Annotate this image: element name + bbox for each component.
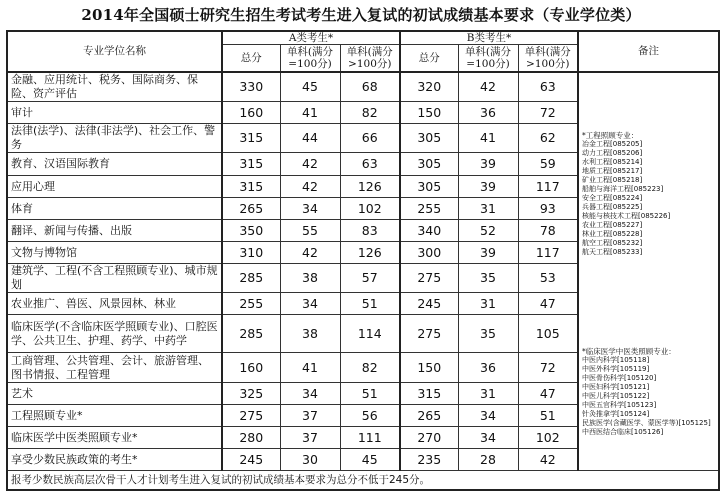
score-table <box>6 30 720 491</box>
b-total-cell: 275 <box>400 264 458 293</box>
footer-note: 报考少数民族高层次骨干人才计划考生进入复试的初试成绩基本要求为总分不低于245分。 <box>7 471 719 491</box>
b-single100-cell: 35 <box>458 264 518 293</box>
b-total-cell: 305 <box>400 176 458 198</box>
a-single-over100-cell: 68 <box>340 72 400 102</box>
a-single-over100-cell: 51 <box>340 383 400 405</box>
note-item: 地质工程[085217] <box>582 166 643 175</box>
a-total-cell: 245 <box>222 449 280 471</box>
b-single100-cell: 31 <box>458 198 518 220</box>
note-item: 冶金工程[085205] <box>582 139 643 148</box>
b-single-over100-cell: 62 <box>518 124 578 153</box>
major-name-cell: 应用心理 <box>7 176 222 198</box>
b-total-cell: 235 <box>400 449 458 471</box>
major-name-cell: 翻译、新闻与传播、出版 <box>7 220 222 242</box>
group-a-header: A类考生* <box>222 31 400 45</box>
footer-row <box>7 471 719 491</box>
a-single-over100-cell: 82 <box>340 102 400 124</box>
medicine-notes <box>578 315 719 471</box>
a-single100-cell: 42 <box>280 176 340 198</box>
b-total-cell: 305 <box>400 124 458 153</box>
a-single-over100-cell: 114 <box>340 315 400 353</box>
a-single-over100-cell: 126 <box>340 242 400 264</box>
a-single-over100-cell: 83 <box>340 220 400 242</box>
b-single100-cell: 31 <box>458 293 518 315</box>
group-b-header: B类考生* <box>400 31 578 45</box>
major-name-cell: 体育 <box>7 198 222 220</box>
b-single100-cell: 39 <box>458 242 518 264</box>
a-single100-header: 单科(满分=100分) <box>280 45 340 72</box>
a-single100-cell: 37 <box>280 405 340 427</box>
table-row <box>7 315 719 353</box>
a-total-cell: 285 <box>222 315 280 353</box>
a-single100-cell: 38 <box>280 315 340 353</box>
note-item: 中医五官科学[105123] <box>582 401 657 410</box>
note-item: 船舶与海洋工程[085223] <box>582 184 664 193</box>
note-item: 林业工程[085228] <box>582 229 643 238</box>
note-item: 矿业工程[085218] <box>582 175 643 184</box>
a-single-over100-cell: 111 <box>340 427 400 449</box>
a-single100-cell: 37 <box>280 427 340 449</box>
major-name-cell: 艺术 <box>7 383 222 405</box>
major-name-cell: 审计 <box>7 102 222 124</box>
major-header: 专业学位名称 <box>7 31 222 72</box>
a-single100-cell: 55 <box>280 220 340 242</box>
major-name-cell: 临床医学中医类照顾专业* <box>7 427 222 449</box>
a-total-header: 总分 <box>222 45 280 72</box>
note-item: 中西医结合临床[105126] <box>582 428 664 437</box>
a-total-cell: 285 <box>222 264 280 293</box>
a-total-cell: 315 <box>222 176 280 198</box>
a-single100-cell: 30 <box>280 449 340 471</box>
note-item: 民族医学(含藏医学、蒙医学等)[105125] <box>582 419 711 428</box>
a-total-cell: 160 <box>222 102 280 124</box>
b-single100-cell: 39 <box>458 176 518 198</box>
a-single100-cell: 34 <box>280 198 340 220</box>
major-name-cell: 工程照顾专业* <box>7 405 222 427</box>
a-single-over100-cell: 102 <box>340 198 400 220</box>
note-item: 中医妇科学[105121] <box>582 383 650 392</box>
note-item: 航空工程[085232] <box>582 238 643 247</box>
b-single100-cell: 42 <box>458 72 518 102</box>
a-single-over100-cell: 57 <box>340 264 400 293</box>
major-name-cell: 教育、汉语国际教育 <box>7 153 222 176</box>
b-single-over100-cell: 102 <box>518 427 578 449</box>
b-single-over100-cell: 59 <box>518 153 578 176</box>
b-single100-cell: 34 <box>458 405 518 427</box>
a-single100-cell: 41 <box>280 353 340 383</box>
a-total-cell: 255 <box>222 293 280 315</box>
a-single100-cell: 44 <box>280 124 340 153</box>
b-total-cell: 265 <box>400 405 458 427</box>
note-item: 水利工程[085214] <box>582 157 643 166</box>
b-single-over100-cell: 117 <box>518 176 578 198</box>
b-single-over100-cell: 93 <box>518 198 578 220</box>
b-single-over100-cell: 47 <box>518 293 578 315</box>
a-total-cell: 310 <box>222 242 280 264</box>
b-single-over100-cell: 51 <box>518 405 578 427</box>
b-single-over100-cell: 72 <box>518 102 578 124</box>
note-item: 中医外科学[105119] <box>582 365 650 374</box>
a-single-over100-cell: 56 <box>340 405 400 427</box>
b-single-over100-cell: 42 <box>518 449 578 471</box>
note-item: 航天工程[085233] <box>582 247 643 256</box>
medicine-notes-title: *临床医学中医类照顾专业： <box>582 347 676 357</box>
b-single100-cell: 36 <box>458 353 518 383</box>
b-total-cell: 305 <box>400 153 458 176</box>
remarks-header: 备注 <box>578 31 719 72</box>
b-single-over100-cell: 72 <box>518 353 578 383</box>
a-total-cell: 325 <box>222 383 280 405</box>
major-name-cell: 金融、应用统计、税务、国际商务、保险、资产评估 <box>7 72 222 102</box>
major-name-cell: 享受少数民族政策的考生* <box>7 449 222 471</box>
b-total-cell: 245 <box>400 293 458 315</box>
a-single100-cell: 42 <box>280 242 340 264</box>
a-single-over100-cell: 45 <box>340 449 400 471</box>
b-total-header: 总分 <box>400 45 458 72</box>
a-single100-cell: 38 <box>280 264 340 293</box>
a-single100-cell: 45 <box>280 72 340 102</box>
b-total-cell: 255 <box>400 198 458 220</box>
b-single-over100-cell: 105 <box>518 315 578 353</box>
b-single100-cell: 52 <box>458 220 518 242</box>
note-item: 针灸推拿学[105124] <box>582 410 650 419</box>
b-single-over100-cell: 117 <box>518 242 578 264</box>
a-total-cell: 350 <box>222 220 280 242</box>
a-total-cell: 160 <box>222 353 280 383</box>
b-total-cell: 315 <box>400 383 458 405</box>
note-item: 安全工程[085224] <box>582 193 643 202</box>
note-item: 中医儿科学[105122] <box>582 392 650 401</box>
b-single100-cell: 35 <box>458 315 518 353</box>
a-total-cell: 330 <box>222 72 280 102</box>
b-single100-header: 单科(满分=100分) <box>458 45 518 72</box>
a-single-over100-cell: 126 <box>340 176 400 198</box>
note-item: 兵器工程[085225] <box>582 202 643 211</box>
engineering-notes-title: *工程照顾专业： <box>582 130 639 140</box>
b-total-cell: 320 <box>400 72 458 102</box>
b-total-cell: 150 <box>400 353 458 383</box>
b-single100-cell: 34 <box>458 427 518 449</box>
b-single100-cell: 39 <box>458 153 518 176</box>
a-single-over100-cell: 66 <box>340 124 400 153</box>
b-single100-cell: 36 <box>458 102 518 124</box>
a-single-over100-cell: 82 <box>340 353 400 383</box>
a-total-cell: 280 <box>222 427 280 449</box>
table-row <box>7 72 719 102</box>
a-single100-cell: 41 <box>280 102 340 124</box>
b-single-over100-cell: 78 <box>518 220 578 242</box>
major-name-cell: 工商管理、公共管理、会计、旅游管理、图书情报、工程管理 <box>7 353 222 383</box>
note-item: 中医内科学[105118] <box>582 356 650 365</box>
note-item: 动力工程[085206] <box>582 148 643 157</box>
b-single100-cell: 41 <box>458 124 518 153</box>
major-name-cell: 文物与博物馆 <box>7 242 222 264</box>
b-single100-cell: 28 <box>458 449 518 471</box>
b-single-over100-cell: 53 <box>518 264 578 293</box>
major-name-cell: 法律(法学)、法律(非法学)、社会工作、警务 <box>7 124 222 153</box>
note-item: 核能与核技术工程[085226] <box>582 211 671 220</box>
a-single100-cell: 42 <box>280 153 340 176</box>
a-single-over100-header: 单科(满分>100分) <box>340 45 400 72</box>
b-total-cell: 275 <box>400 315 458 353</box>
a-single100-cell: 34 <box>280 293 340 315</box>
note-item: 中医骨伤科学[105120] <box>582 374 657 383</box>
major-name-cell: 农业推广、兽医、风景园林、林业 <box>7 293 222 315</box>
b-single-over100-header: 单科(满分>100分) <box>518 45 578 72</box>
page-title: 2014年全国硕士研究生招生考试考生进入复试的初试成绩基本要求（专业学位类） <box>81 6 641 24</box>
major-name-cell: 临床医学(不含临床医学照顾专业)、口腔医学、公共卫生、护理、药学、中药学 <box>7 315 222 353</box>
b-single100-cell: 31 <box>458 383 518 405</box>
b-single-over100-cell: 47 <box>518 383 578 405</box>
b-total-cell: 300 <box>400 242 458 264</box>
b-total-cell: 150 <box>400 102 458 124</box>
b-single-over100-cell: 63 <box>518 72 578 102</box>
a-total-cell: 265 <box>222 198 280 220</box>
engineering-notes <box>578 72 719 315</box>
a-total-cell: 315 <box>222 153 280 176</box>
a-single-over100-cell: 51 <box>340 293 400 315</box>
b-total-cell: 270 <box>400 427 458 449</box>
a-total-cell: 315 <box>222 124 280 153</box>
a-single-over100-cell: 63 <box>340 153 400 176</box>
major-name-cell: 建筑学、工程(不含工程照顾专业)、城市规划 <box>7 264 222 293</box>
a-total-cell: 275 <box>222 405 280 427</box>
a-single100-cell: 34 <box>280 383 340 405</box>
b-total-cell: 340 <box>400 220 458 242</box>
note-item: 农业工程[085227] <box>582 220 643 229</box>
